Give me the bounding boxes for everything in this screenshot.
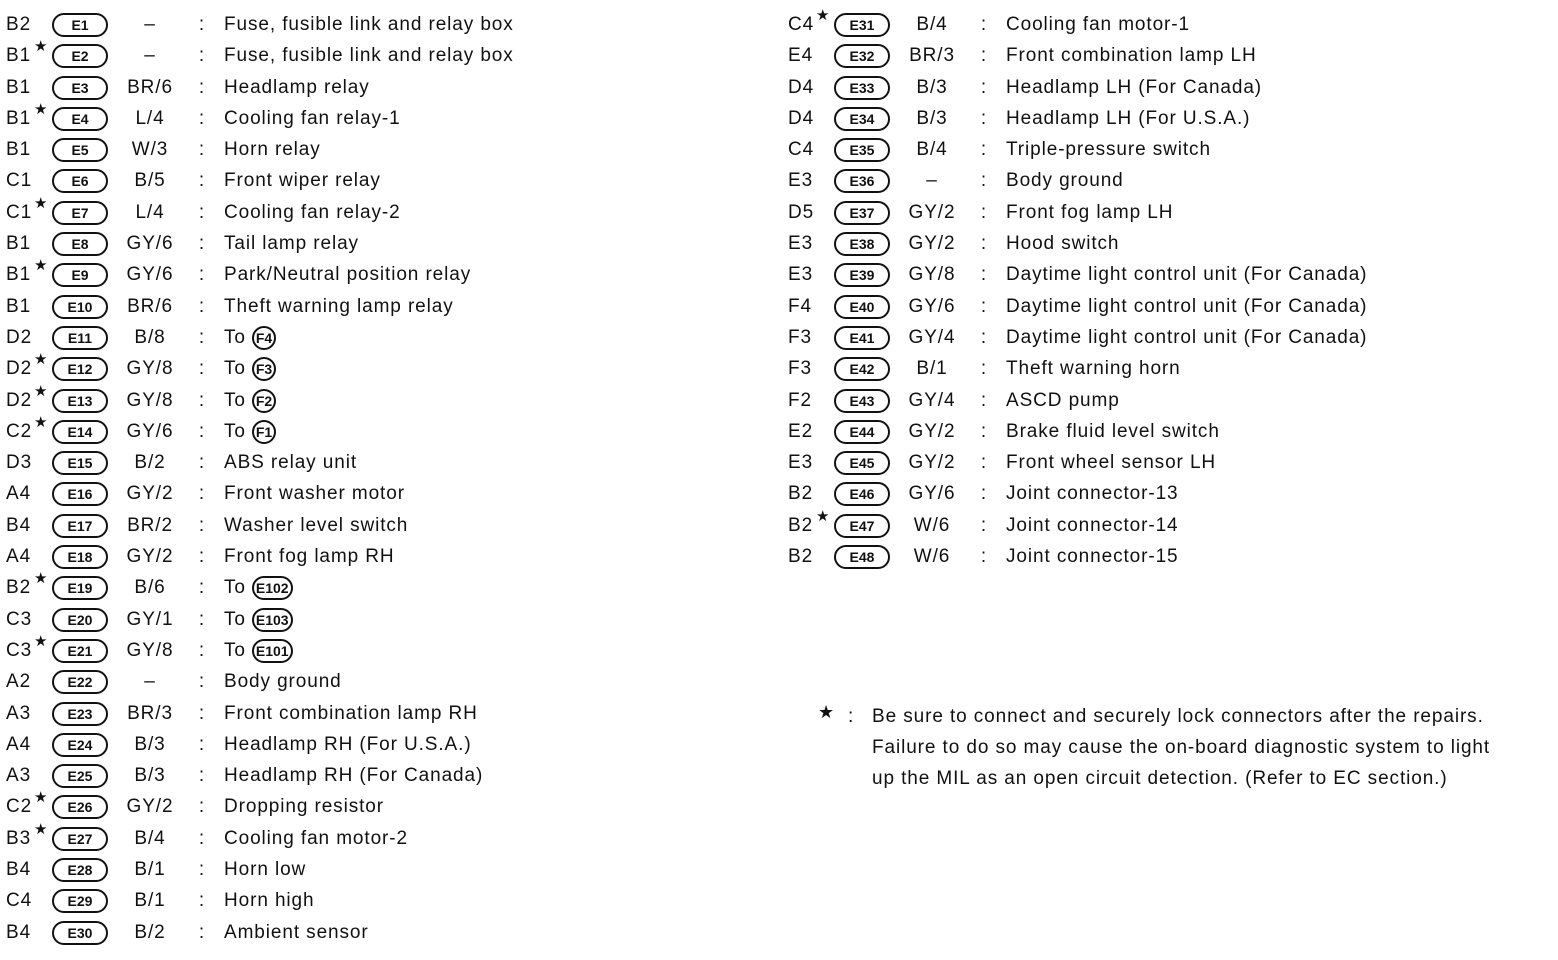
grid-reference: B2 [788,546,814,568]
connector-badge: E42 [834,357,890,381]
wire-color: W/6 [913,514,951,536]
grid-reference: A4 [6,546,32,568]
separator-colon: : [980,546,988,568]
wire-color: – [144,671,156,693]
star-icon: ★ [34,820,49,838]
separator-colon: : [198,264,206,286]
component-description: Front fog lamp RH [224,546,395,568]
component-description: Front wheel sensor LH [1006,452,1217,474]
connector-badge: E41 [834,326,890,350]
separator-colon: : [980,514,988,536]
separator-colon: : [198,796,206,818]
wire-color: B/4 [916,14,948,35]
grid-reference: F4 [788,295,812,317]
wire-color: B/4 [134,827,166,849]
wire-color: GY/2 [908,452,956,474]
wire-color: B/2 [134,452,166,474]
connector-badge: E10 [52,295,108,319]
target-connector-badge: F2 [252,389,276,413]
component-description: Horn high [224,890,315,912]
component-description: Ambient sensor [224,921,369,943]
wire-color: GY/6 [126,420,174,442]
separator-colon: : [198,827,206,849]
connector-badge: E35 [834,138,890,162]
grid-reference: C3 [6,639,33,661]
component-description: Joint connector-15 [1006,546,1179,568]
component-description: Tail lamp relay [224,233,359,255]
connector-badge: E44 [834,420,890,444]
separator-colon: : [198,358,206,380]
grid-reference: C4 [6,890,33,912]
connector-badge: E11 [52,326,108,350]
wire-color: L/4 [135,107,165,129]
grid-reference: E3 [788,264,814,286]
separator-colon: : [198,139,206,161]
separator-colon: : [980,76,988,98]
grid-reference: B4 [6,859,32,881]
connector-badge: E9 [52,263,108,287]
component-description: Cooling fan relay-1 [224,107,401,129]
separator-colon: : [198,170,206,192]
grid-reference: C2 [6,420,33,442]
component-description [224,322,276,353]
component-description [224,604,293,635]
grid-reference: C1 [6,201,33,223]
wire-color: GY/4 [908,389,956,411]
component-description: Joint connector-13 [1006,483,1179,505]
footnote-line: up the MIL as an open circuit detection. (Refer to EC section.) [872,768,1448,789]
connector-badge: E7 [52,201,108,225]
wire-color: GY/6 [908,295,956,317]
separator-colon: : [980,483,988,505]
grid-reference: F3 [788,358,812,380]
wire-color: B/3 [916,107,948,129]
to-label: To [224,358,246,380]
component-description: Front combination lamp RH [224,702,478,724]
grid-reference: F2 [788,389,812,411]
wire-color: GY/8 [126,389,174,411]
grid-reference: A2 [6,671,32,693]
wire-color: GY/8 [908,264,956,286]
separator-colon: : [198,76,206,98]
wire-color: BR/3 [127,702,173,724]
grid-reference: D4 [788,76,815,98]
star-icon: ★ [34,570,49,588]
footnote-line: Be sure to connect and securely lock connectors after the repairs. [872,706,1484,727]
wire-color: GY/6 [126,233,174,255]
component-description: Dropping resistor [224,796,384,818]
connector-badge: E32 [834,44,890,68]
to-label: To [224,577,246,599]
star-icon: ★ [34,789,49,807]
grid-reference: B1 [6,233,32,255]
component-description: Hood switch [1006,233,1120,255]
component-description: ABS relay unit [224,452,357,474]
grid-reference: B2 [6,14,32,35]
separator-colon: : [198,452,206,474]
grid-reference: B1 [6,139,32,161]
grid-reference: A4 [6,733,32,755]
connector-badge: E20 [52,608,108,632]
separator-colon: : [980,326,988,348]
wire-color: GY/6 [908,483,956,505]
wire-color: B/4 [916,139,948,161]
separator-colon: : [198,295,206,317]
component-description [224,416,276,447]
wire-color: GY/2 [126,483,174,505]
grid-reference: C3 [6,608,33,630]
component-description: Headlamp RH (For Canada) [224,765,484,787]
separator-colon: : [980,107,988,129]
target-connector-badge: E103 [252,608,293,632]
separator-colon: : [198,107,206,129]
grid-reference: C4 [788,14,815,35]
footnote-colon: : [848,706,855,727]
separator-colon: : [980,358,988,380]
connector-badge: E18 [52,545,108,569]
star-icon: ★ [34,382,49,400]
component-description: Washer level switch [224,514,409,536]
connector-badge: E48 [834,545,890,569]
grid-reference: B4 [6,921,32,943]
connector-badge: E12 [52,357,108,381]
grid-reference: E2 [788,420,814,442]
component-description [224,385,276,416]
grid-reference: E3 [788,170,814,192]
wire-color: GY/2 [126,796,174,818]
grid-reference: D2 [6,326,33,348]
wire-color: B/3 [134,733,166,755]
connector-badge: E21 [52,639,108,663]
component-description: Cooling fan relay-2 [224,201,401,223]
component-description: Cooling fan motor-2 [224,827,408,849]
star-icon: ★ [34,194,49,212]
target-connector-badge: E101 [252,639,293,663]
grid-reference: B1 [6,264,32,286]
separator-colon: : [198,483,206,505]
star-icon: ★ [34,100,49,118]
component-description: Daytime light control unit (For Canada) [1006,326,1368,348]
component-description: Cooling fan motor-1 [1006,14,1190,35]
connector-badge: E34 [834,107,890,131]
target-connector-badge: F1 [252,420,276,444]
connector-badge: E30 [52,921,108,945]
grid-reference: B1 [6,76,32,98]
component-description: Body ground [1006,170,1124,192]
star-icon: ★ [34,413,49,431]
grid-reference: B3 [6,827,32,849]
wire-color: GY/6 [126,264,174,286]
connector-badge: E33 [834,76,890,100]
star-icon: ★ [816,507,831,525]
connector-badge: E45 [834,451,890,475]
wire-color: B/2 [134,921,166,943]
separator-colon: : [980,45,988,67]
component-description: Headlamp LH (For Canada) [1006,76,1263,98]
wire-color: BR/6 [127,295,173,317]
grid-reference: B1 [6,107,32,129]
separator-colon: : [980,295,988,317]
star-icon: ★ [34,632,49,650]
connector-badge: E13 [52,389,108,413]
component-description: Headlamp relay [224,76,370,98]
footnote-line: Failure to do so may cause the on-board diagnostic system to light [872,737,1491,758]
grid-reference: C2 [6,796,33,818]
component-description [224,635,293,666]
separator-colon: : [198,420,206,442]
component-description: Front fog lamp LH [1006,201,1174,223]
target-connector-badge: F3 [252,357,276,381]
separator-colon: : [980,201,988,223]
wire-color: L/4 [135,201,165,223]
wire-color: B/8 [134,326,166,348]
separator-colon: : [980,264,988,286]
component-description: Horn low [224,859,307,881]
separator-colon: : [198,577,206,599]
component-description: Theft warning lamp relay [224,295,454,317]
connector-badge: E8 [52,232,108,256]
grid-reference: C1 [6,170,33,192]
wire-color: B/5 [134,170,166,192]
star-icon: ★ [34,38,49,56]
wire-color: BR/2 [127,514,173,536]
wire-color: GY/2 [908,420,956,442]
component-description: Headlamp RH (For U.S.A.) [224,733,472,755]
separator-colon: : [198,671,206,693]
connector-badge: E24 [52,733,108,757]
wire-color: GY/2 [908,233,956,255]
connector-badge: E19 [52,576,108,600]
grid-reference: F3 [788,326,812,348]
footnote-text [872,701,1558,794]
wire-color: B/6 [134,577,166,599]
connector-badge: E47 [834,514,890,538]
connector-badge: E22 [52,670,108,694]
component-description: Park/Neutral position relay [224,264,472,286]
separator-colon: : [980,452,988,474]
to-label: To [224,326,246,348]
component-description: ASCD pump [1006,389,1120,411]
star-icon: ★ [34,257,49,275]
connector-badge: E15 [52,451,108,475]
connector-badge: E28 [52,858,108,882]
separator-colon: : [980,420,988,442]
connector-badge: E14 [52,420,108,444]
wire-color: B/3 [916,76,948,98]
grid-reference: D4 [788,107,815,129]
grid-reference: A4 [6,483,32,505]
separator-colon: : [198,514,206,536]
target-connector-badge: E102 [252,576,293,600]
separator-colon: : [198,201,206,223]
wire-color: W/3 [131,139,169,161]
separator-colon: : [980,389,988,411]
connector-badge: E3 [52,76,108,100]
to-label: To [224,639,246,661]
wire-color: GY/4 [908,326,956,348]
separator-colon: : [198,890,206,912]
separator-colon: : [198,639,206,661]
component-description: Fuse, fusible link and relay box [224,45,514,67]
separator-colon: : [198,608,206,630]
connector-badge: E38 [834,232,890,256]
connector-badge: E43 [834,389,890,413]
star-icon: ★ [818,702,836,722]
connector-badge: E16 [52,482,108,506]
to-label: To [224,420,246,442]
separator-colon: : [198,233,206,255]
wire-color: BR/3 [909,45,955,67]
connector-badge: E2 [52,44,108,68]
component-description: Theft warning horn [1006,358,1181,380]
component-description: Body ground [224,671,342,693]
separator-colon: : [198,702,206,724]
wire-color: – [144,14,156,35]
connector-badge: E31 [834,13,890,37]
component-description: Front combination lamp LH [1006,45,1257,67]
wire-color: – [144,45,156,67]
component-description: Front wiper relay [224,170,381,192]
separator-colon: : [198,546,206,568]
to-label: To [224,608,246,630]
separator-colon: : [980,170,988,192]
grid-reference: D5 [788,201,815,223]
connector-badge: E37 [834,201,890,225]
separator-colon: : [198,389,206,411]
wire-color: B/1 [134,859,166,881]
wire-color: B/1 [916,358,948,380]
component-description: Daytime light control unit (For Canada) [1006,264,1368,286]
connector-badge: E6 [52,169,108,193]
to-label: To [224,389,246,411]
grid-reference: C4 [788,139,815,161]
separator-colon: : [198,14,206,35]
component-description: Horn relay [224,139,321,161]
separator-colon: : [198,45,206,67]
grid-reference: B2 [788,514,814,536]
wire-color: B/3 [134,765,166,787]
separator-colon: : [198,765,206,787]
grid-reference: B4 [6,514,32,536]
component-description: Front washer motor [224,483,405,505]
wire-color: GY/1 [126,608,174,630]
target-connector-badge: F4 [252,326,276,350]
separator-colon: : [198,859,206,881]
wire-color: GY/8 [126,639,174,661]
grid-reference: D2 [6,389,33,411]
grid-reference: A3 [6,765,32,787]
separator-colon: : [198,921,206,943]
component-description: Brake fluid level switch [1006,420,1220,442]
wire-color: – [926,170,938,192]
wire-color: GY/2 [126,546,174,568]
grid-reference: B2 [788,483,814,505]
grid-reference: B1 [6,45,32,67]
grid-reference: E4 [788,45,814,67]
wire-color: BR/6 [127,76,173,98]
connector-badge: E27 [52,827,108,851]
connector-badge: E17 [52,514,108,538]
separator-colon: : [980,14,988,35]
connector-badge: E36 [834,169,890,193]
separator-colon: : [980,233,988,255]
separator-colon: : [198,733,206,755]
star-icon: ★ [816,7,831,24]
grid-reference: D2 [6,358,33,380]
connector-badge: E5 [52,138,108,162]
wire-color: W/6 [913,546,951,568]
wire-color: GY/8 [126,358,174,380]
grid-reference: E3 [788,233,814,255]
component-description [224,572,293,603]
connector-badge: E26 [52,795,108,819]
connector-badge: E1 [52,13,108,37]
wire-color: GY/2 [908,201,956,223]
wire-color: B/1 [134,890,166,912]
connector-badge: E25 [52,764,108,788]
grid-reference: A3 [6,702,32,724]
connector-badge: E4 [52,107,108,131]
connector-badge: E39 [834,263,890,287]
grid-reference: B2 [6,577,32,599]
component-description: Fuse, fusible link and relay box [224,14,514,35]
grid-reference: E3 [788,452,814,474]
component-description: Headlamp LH (For U.S.A.) [1006,107,1251,129]
connector-badge: E40 [834,295,890,319]
component-description: Joint connector-14 [1006,514,1179,536]
connector-badge: E29 [52,889,108,913]
component-description: Daytime light control unit (For Canada) [1006,295,1368,317]
star-icon: ★ [34,351,49,369]
connector-badge: E23 [52,702,108,726]
grid-reference: B1 [6,295,32,317]
separator-colon: : [980,139,988,161]
separator-colon: : [198,326,206,348]
connector-badge: E46 [834,482,890,506]
component-description: Triple-pressure switch [1006,139,1211,161]
component-description [224,353,276,384]
grid-reference: D3 [6,452,33,474]
